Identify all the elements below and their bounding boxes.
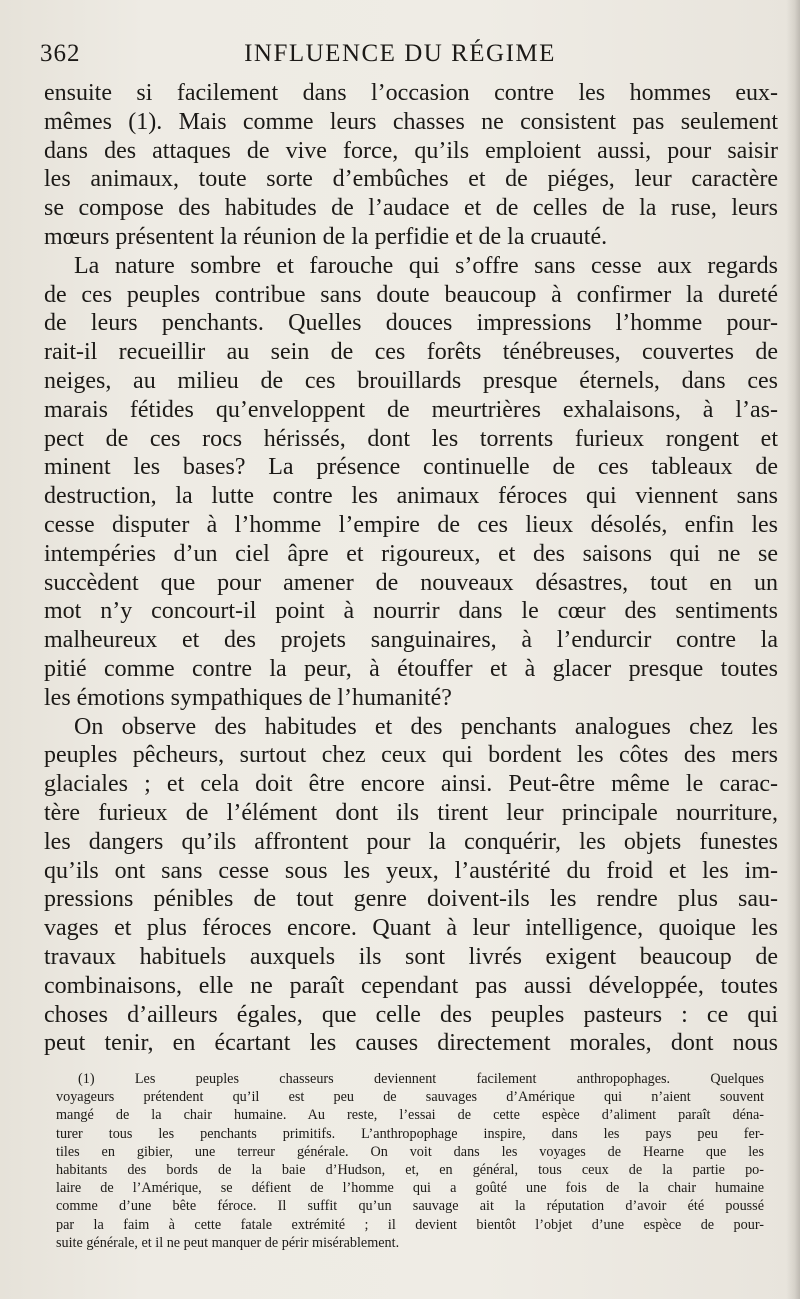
text-line: vages et plus féroces encore. Quant à leur intelligence, quoique les [44,915,778,942]
text-line: mot n’y concourt-il point à nourrir dans le cœur des sentiments [44,598,778,625]
text-line: tère furieux de l’élément dont ils tirent leur principale nourriture, [44,799,778,826]
text-line: On observe des habitudes et des penchants analogues chez les [74,713,778,740]
running-title: INFLUENCE DU RÉGIME [244,40,556,67]
text-line: se compose des habitudes de l’audace et de celles de la ruse, leurs [44,195,778,222]
text-line: les dangers qu’ils affrontent pour la conquérir, les objets funestes [44,828,778,855]
footnote-line: comme d’une bête féroce. Il suffit qu’un sauvage ait la réputation d’avoir été poussé [56,1198,764,1215]
footnote-line: laire de l’Amérique, se défient de l’homme qui a goûté une fois de la chair humaine [56,1180,764,1197]
text-line: rait-il recueillir au sein de ces forêts ténébreuses, couvertes de [44,339,778,366]
footnote-line: suite générale, et il ne peut manquer de périr misérablement. [56,1234,400,1251]
text-line: peuples pêcheurs, surtout chez ceux qui bordent les côtes des mers [44,742,778,769]
text-line: de leurs penchants. Quelles douces impressions l’homme pour- [44,310,778,337]
footnote-line: habitants des bords de la baie d’Hudson, et, en général, tous ceux de la partie po- [56,1161,764,1178]
text-line: neiges, au milieu de ces brouillards presque éternels, dans ces [44,367,778,394]
text-line: cesse disputer à l’homme l’empire de ces lieux désolés, enfin les [44,511,778,538]
footnote-line: par la faim à cette fatale extrémité ; il devient bientôt l’objet d’une espèce de pour- [56,1216,764,1233]
text-line: qu’ils ont sans cesse sous les yeux, l’austérité du froid et les im- [44,857,778,884]
text-line: travaux habituels auxquels ils sont livrés exigent beaucoup de [44,943,778,970]
text-line: peut tenir, en écartant les causes directement morales, dont nous [44,1030,778,1057]
text-line: pitié comme contre la peur, à étouffer et à glacer presque toutes [44,655,778,682]
text-line: choses d’ailleurs égales, que celle des peuples pasteurs : ce qui [44,1001,778,1028]
text-line: les émotions sympathiques de l’humanité? [44,684,452,711]
page-number: 362 [40,40,81,67]
text-line: mœurs présentent la réunion de la perfidie et de la cruauté. [44,223,608,250]
footnote-line: mangé de la chair humaine. Au reste, l’essai de cette espèce d’aliment paraît déna- [56,1107,764,1124]
text-line: malheureux et des projets sanguinaires, à l’endurcir contre la [44,627,778,654]
text-line: les animaux, toute sorte d’embûches et de piéges, leur caractère [44,166,778,193]
text-line: marais fétides qu’enveloppent de meurtrières exhalaisons, à l’as- [44,396,778,423]
text-line: pressions pénibles de tout genre doivent-ils les rendre plus sau- [44,886,778,913]
main-text [44,79,778,1058]
text-line: La nature sombre et farouche qui s’offre sans cesse aux regards [74,252,778,279]
text-line: mêmes (1). Mais comme leurs chasses ne consistent pas seulement [44,108,778,135]
text-line: dans des attaques de vive force, qu’ils emploient aussi, pour saisir [44,137,778,164]
footnote-line: (1) Les peuples chasseurs deviennent facilement anthropophages. Quelques [78,1071,764,1087]
text-line: glaciales ; et cela doit être encore ainsi. Peut-être même le carac- [44,771,778,798]
page-gutter-shadow [786,0,800,1299]
text-line: de ces peuples contribue sans doute beaucoup à confirmer la dureté [44,281,778,308]
footnote [56,1070,764,1252]
text-line: succèdent que pour amener de nouveaux désastres, tout en un [44,569,778,596]
text-line: intempéries d’un ciel âpre et rigoureux, et des saisons qui ne se [44,540,778,567]
text-line: pect de ces rocs hérissés, dont les torrents furieux rongent et [44,425,778,452]
text-line: destruction, la lutte contre les animaux féroces qui viennent sans [44,483,778,510]
footnote-line: voyageurs prétendent qu’il est peu de sauvages d’Amérique qui n’aient souvent [56,1089,764,1106]
text-line: combinaisons, elle ne paraît cependant pas aussi développée, toutes [44,972,778,999]
footnote-line: turer tous les penchants primitifs. L’anthropophage inspire, dans les pays peu fer- [56,1125,764,1142]
footnote-line: tiles en gibier, une terreur générale. On voit dans les voyages de Hearne que les [56,1143,764,1160]
text-line: ensuite si facilement dans l’occasion contre les hommes eux- [44,80,778,106]
text-line: minent les bases? La présence continuelle de ces tableaux de [44,454,778,481]
page-header [40,40,760,74]
